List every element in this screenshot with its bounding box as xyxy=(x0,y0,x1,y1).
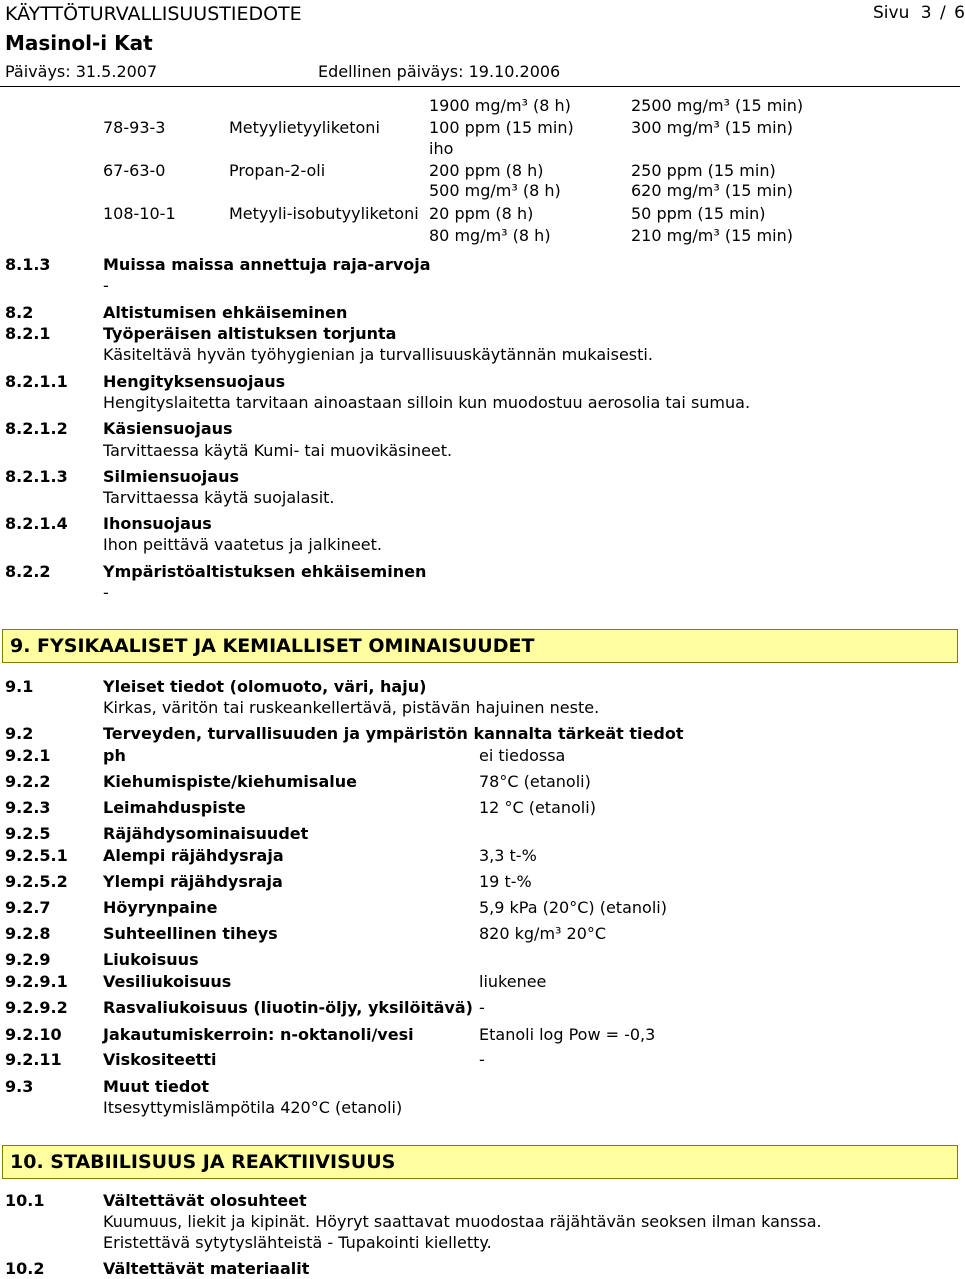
property-label: Vesiliukoisuus xyxy=(103,972,232,991)
table-cell: 50 ppm (15 min) xyxy=(631,204,766,223)
section-text: Hengityslaitetta tarvitaan ainoastaan silloin kun muodostuu aerosolia tai sumua. xyxy=(103,393,751,412)
section-title: Ympäristöaltistuksen ehkäiseminen xyxy=(103,562,427,581)
section-text: Tarvittaessa käytä Kumi- tai muovikäsineet. xyxy=(103,441,453,460)
table-cell: 300 mg/m³ (15 min) xyxy=(631,118,793,137)
section-title: Työperäisen altistuksen torjunta xyxy=(103,324,397,343)
section-number: 8.2.1 xyxy=(5,324,51,343)
section-text: Käsiteltävä hyvän työhygienian ja turvallisuuskäytännän mukaisesti. xyxy=(103,345,653,364)
section-number: 8.2.2 xyxy=(5,562,51,581)
table-cell: 500 mg/m³ (8 h) xyxy=(429,181,561,200)
section-heading-band xyxy=(2,629,958,663)
section-text: Tarvittaessa käytä suojalasit. xyxy=(103,488,335,507)
property-number: 9.2.5 xyxy=(5,824,51,843)
section-number: 10.1 xyxy=(5,1191,45,1210)
table-cell: 67-63-0 xyxy=(103,161,166,180)
property-label: Kiehumispiste/kiehumisalue xyxy=(103,772,357,791)
section-number: 10.2 xyxy=(5,1259,45,1278)
section-title: Muut tiedot xyxy=(103,1077,209,1096)
property-value: ei tiedossa xyxy=(479,746,566,765)
property-value: 3,3 t-% xyxy=(479,846,537,865)
section-number: 9.3 xyxy=(5,1077,34,1096)
property-label: Räjähdysominaisuudet xyxy=(103,824,309,843)
section-number: 8.2 xyxy=(5,303,34,322)
property-value: - xyxy=(479,998,485,1017)
property-value: liukenee xyxy=(479,972,547,991)
section-number: 8.2.1.4 xyxy=(5,514,68,533)
section-number: 8.2.1.3 xyxy=(5,467,68,486)
section-title: Altistumisen ehkäiseminen xyxy=(103,303,348,322)
property-value: Etanoli log Pow = -0,3 xyxy=(479,1025,656,1044)
page-total: 6 xyxy=(954,3,965,23)
section-title: Muissa maissa annettuja raja-arvoja xyxy=(103,255,431,274)
page-separator: / xyxy=(940,3,946,23)
table-cell: 620 mg/m³ (15 min) xyxy=(631,181,793,200)
table-cell: 2500 mg/m³ (15 min) xyxy=(631,96,804,115)
section-title: Käsiensuojaus xyxy=(103,419,233,438)
table-cell: 78-93-3 xyxy=(103,118,166,137)
property-label: Ylempi räjähdysraja xyxy=(103,872,283,891)
property-number: 9.2.5.1 xyxy=(5,846,68,865)
page-indicator xyxy=(873,3,965,23)
property-number: 9.2.10 xyxy=(5,1025,62,1044)
table-cell: 250 ppm (15 min) xyxy=(631,161,776,180)
section-title: Silmiensuojaus xyxy=(103,467,239,486)
property-value: 78°C (etanoli) xyxy=(479,772,591,791)
section-number: 8.2.1.1 xyxy=(5,372,68,391)
property-value: 5,9 kPa (20°C) (etanoli) xyxy=(479,898,667,917)
property-value: 820 kg/m³ 20°C xyxy=(479,924,607,943)
document-title: KÄYTTÖTURVALLISUUSTIEDOTE xyxy=(5,3,302,25)
property-number: 9.2.11 xyxy=(5,1050,62,1069)
section-title: Vältettävät olosuhteet xyxy=(103,1191,307,1210)
property-number: 9.2.8 xyxy=(5,924,51,943)
section-number: 8.1.3 xyxy=(5,255,51,274)
table-cell: 108-10-1 xyxy=(103,204,176,223)
table-cell: 20 ppm (8 h) xyxy=(429,204,534,223)
section-title: Hengityksensuojaus xyxy=(103,372,286,391)
property-value: 12 °C (etanoli) xyxy=(479,798,596,817)
section-title: Ihonsuojaus xyxy=(103,514,212,533)
page-current: 3 xyxy=(920,3,932,23)
section-heading: 9. FYSIKAALISET JA KEMIALLISET OMINAISUUDET xyxy=(10,635,535,657)
property-label: Viskositeetti xyxy=(103,1050,217,1069)
table-cell: 210 mg/m³ (15 min) xyxy=(631,226,793,245)
property-number: 9.2.1 xyxy=(5,746,51,765)
section-text: - xyxy=(103,276,109,295)
property-value: 19 t-% xyxy=(479,872,532,891)
previous-date: Edellinen päiväys: 19.10.2006 xyxy=(318,62,561,81)
section-text: Kuumuus, liekit ja kipinät. Höyryt saattavat muodostaa räjähtävän seoksen ilman kanssa. xyxy=(103,1212,822,1231)
property-label: Suhteellinen tiheys xyxy=(103,924,278,943)
property-number: 9.2.9.1 xyxy=(5,972,68,991)
section-text: Eristettävä sytytyslähteistä - Tupakointi kielletty. xyxy=(103,1233,492,1252)
property-number: 9.2.3 xyxy=(5,798,51,817)
section-number: 9.2 xyxy=(5,724,34,743)
property-label: Jakautumiskerroin: n-oktanoli/vesi xyxy=(103,1025,414,1044)
property-value: - xyxy=(479,1050,485,1069)
table-cell: Metyylietyyliketoni xyxy=(229,118,380,137)
date: Päiväys: 31.5.2007 xyxy=(5,62,158,81)
property-label: ph xyxy=(103,746,126,765)
property-number: 9.2.5.2 xyxy=(5,872,68,891)
table-cell: 100 ppm (15 min) xyxy=(429,118,574,137)
section-title: Vältettävät materiaalit xyxy=(103,1259,310,1278)
property-number: 9.2.7 xyxy=(5,898,51,917)
header-rule xyxy=(0,86,960,87)
page-label: Sivu xyxy=(873,3,910,23)
table-cell: iho xyxy=(429,139,454,158)
section-title: Terveyden, turvallisuuden ja ympäristön kannalta tärkeät tiedot xyxy=(103,724,684,743)
property-number: 9.2.9 xyxy=(5,950,51,969)
property-number: 9.2.9.2 xyxy=(5,998,68,1017)
property-label: Leimahduspiste xyxy=(103,798,246,817)
section-title: Yleiset tiedot (olomuoto, väri, haju) xyxy=(103,677,427,696)
section-text: Itsesyttymislämpötila 420°C (etanoli) xyxy=(103,1098,403,1117)
property-label: Liukoisuus xyxy=(103,950,199,969)
table-cell: Metyyli-isobutyyliketoni xyxy=(229,204,419,223)
section-text: Kirkas, väritön tai ruskeankellertävä, pistävän hajuinen neste. xyxy=(103,698,600,717)
table-cell: 80 mg/m³ (8 h) xyxy=(429,226,551,245)
property-label: Höyrynpaine xyxy=(103,898,218,917)
section-text: - xyxy=(103,583,109,602)
property-label: Rasvaliukoisuus (liuotin-öljy, yksilöitävä) xyxy=(103,998,473,1017)
section-heading-band xyxy=(2,1145,958,1179)
property-number: 9.2.2 xyxy=(5,772,51,791)
table-cell: 200 ppm (8 h) xyxy=(429,161,544,180)
section-heading: 10. STABIILISUUS JA REAKTIIVISUUS xyxy=(10,1151,396,1173)
section-number: 9.1 xyxy=(5,677,34,696)
section-text: Ihon peittävä vaatetus ja jalkineet. xyxy=(103,535,382,554)
property-label: Alempi räjähdysraja xyxy=(103,846,284,865)
product-name: Masinol-i Kat xyxy=(5,31,153,55)
table-cell: 1900 mg/m³ (8 h) xyxy=(429,96,571,115)
section-number: 8.2.1.2 xyxy=(5,419,68,438)
table-cell: Propan-2-oli xyxy=(229,161,326,180)
